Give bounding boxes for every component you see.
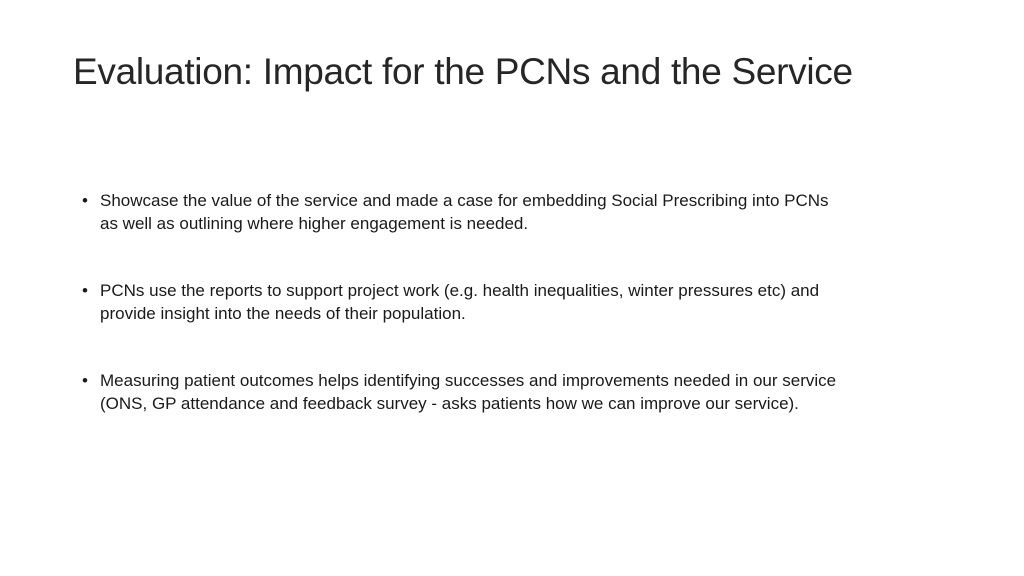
bullet-text: Showcase the value of the service and made a case for embedding Social Prescribing into PCNs as well as outlining where higher engagement is needed. [100, 191, 829, 233]
bullet-icon: • [82, 371, 88, 390]
bullet-item [82, 369, 842, 415]
bullet-icon: • [82, 191, 88, 210]
bullet-item [82, 189, 842, 235]
bullet-text: Measuring patient outcomes helps identifying successes and improvements needed in our service (ONS, GP attendance and feedback survey - asks patients how we can improve our service). [100, 371, 837, 413]
bullet-item [82, 279, 842, 325]
bullet-text: PCNs use the reports to support project work (e.g. health inequalities, winter pressures etc) and provide insight into the needs of their population. [100, 281, 820, 323]
slide-title: Evaluation: Impact for the PCNs and the Service [73, 51, 853, 92]
bullet-list [82, 189, 842, 415]
bullet-icon: • [82, 281, 88, 300]
